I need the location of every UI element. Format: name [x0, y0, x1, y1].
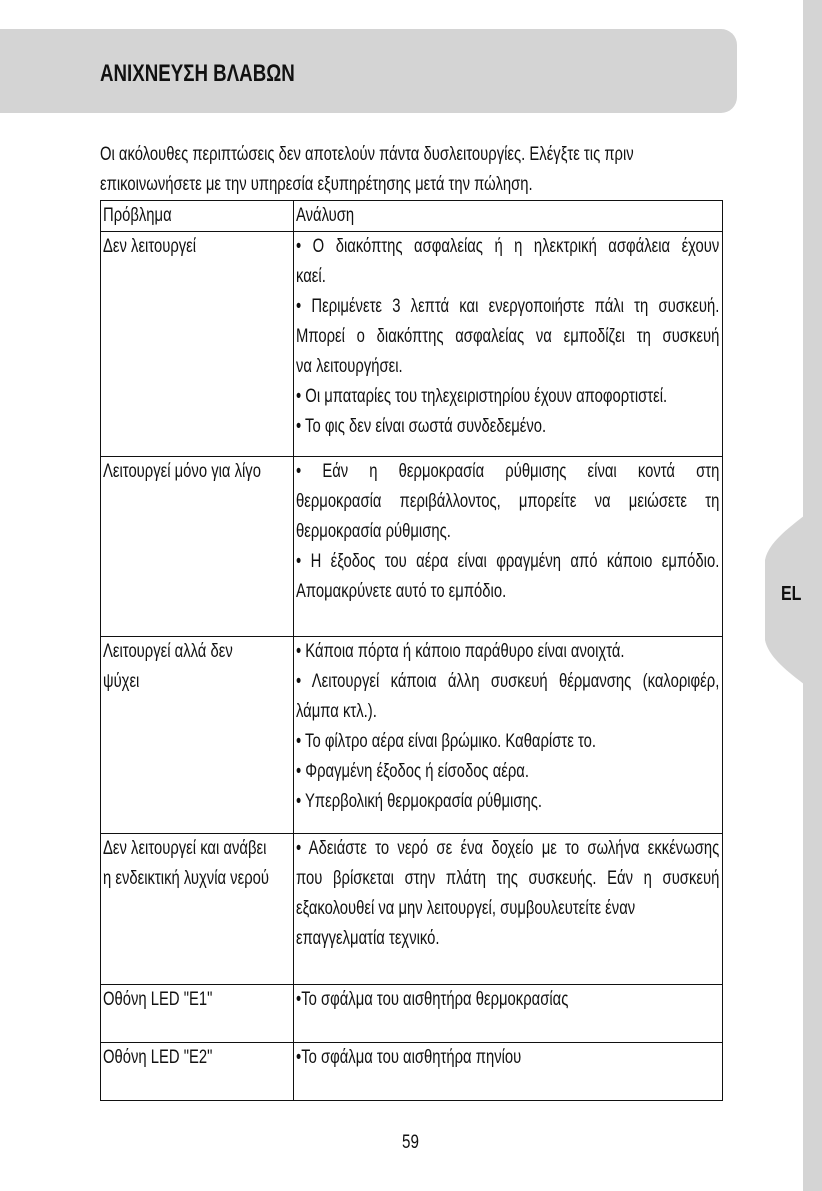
- analysis-cell: [294, 457, 723, 637]
- cell-line: •Το σφάλμα του αισθητήρα θερμοκρασίας: [296, 989, 569, 1010]
- problem-cell: [101, 637, 294, 834]
- intro-line: Οι ακόλουθες περιπτώσεις δεν αποτελούν πάντα δυσλειτουργίες. Ελέγξτε τις πριν: [100, 144, 634, 165]
- cell-line: που βρίσκεται στην πλάτη της συσκευής. Εάν η συσκευή: [296, 868, 720, 889]
- table-row: [101, 1043, 723, 1101]
- cell-line: • Το φις δεν είναι σωστά συνδεδεμένο.: [296, 416, 547, 437]
- problem-cell: [101, 834, 294, 985]
- table-row: [101, 985, 723, 1043]
- cell-line: • Οι μπαταρίες του τηλεχειριστηρίου έχουν αποφορτιστεί.: [296, 386, 668, 407]
- cell-line: • Περιμένετε 3 λεπτά και ενεργοποιήστε πάλι τη συσκευή.: [296, 296, 720, 317]
- page-number: 59: [402, 1132, 419, 1153]
- cell-line: • Φραγμένη έξοδος ή είσοδος αέρα.: [296, 761, 529, 782]
- table-row: [101, 834, 723, 985]
- cell-line: Πρόβλημα: [103, 205, 172, 226]
- table-row: [101, 637, 723, 834]
- troubleshooting-table: [100, 200, 723, 1101]
- language-tab-label: EL: [781, 583, 802, 605]
- cell-line: • Η έξοδος του αέρα είναι φραγμένη από κάποιο εμπόδιο.: [296, 551, 720, 572]
- analysis-cell: [294, 985, 723, 1043]
- cell-line: • Κάποια πόρτα ή κάποιο παράθυρο είναι ανοιχτά.: [296, 641, 625, 662]
- table-row: [101, 232, 723, 457]
- cell-line: Μπορεί ο διακόπτης ασφαλείας να εμποδίζει τη συσκευή: [296, 326, 720, 347]
- cell-line: επαγγελματία τεχνικό.: [296, 928, 440, 949]
- cell-line: • Λειτουργεί κάποια άλλη συσκευή θέρμανσης (καλοριφέρ,: [296, 671, 720, 692]
- page-title: ΑΝΙΧΝΕΥΣΗ ΒΛΑΒΩΝ: [100, 60, 295, 87]
- cell-line: Λειτουργεί αλλά δεν: [103, 641, 233, 662]
- table-row: [101, 457, 723, 637]
- analysis-cell: [294, 232, 723, 457]
- problem-cell: [101, 985, 294, 1043]
- analysis-cell: [294, 637, 723, 834]
- problem-cell: [101, 1043, 294, 1101]
- problem-cell: [101, 457, 294, 637]
- cell-line: εξακολουθεί να μην λειτουργεί, συμβουλευτείτε έναν: [296, 898, 636, 919]
- cell-line: ψύχει: [103, 671, 140, 692]
- header-analysis: [294, 201, 723, 232]
- intro-line: επικοινωνήσετε με την υπηρεσία εξυπηρέτησης μετά την πώληση.: [100, 174, 533, 195]
- intro-text: [100, 140, 693, 200]
- cell-line: λάμπα κτλ.).: [296, 701, 377, 722]
- cell-line: Δεν λειτουργεί: [103, 236, 197, 257]
- cell-line: •Το σφάλμα του αισθητήρα πηνίου: [296, 1047, 522, 1068]
- header-problem: [101, 201, 294, 232]
- cell-line: • Υπερβολική θερμοκρασία ρύθμισης.: [296, 791, 542, 812]
- cell-line: • Το φίλτρο αέρα είναι βρώμικο. Καθαρίστε το.: [296, 731, 596, 752]
- cell-line: • Ο διακόπτης ασφαλείας ή η ηλεκτρική ασφάλεια έχουν: [296, 236, 720, 257]
- cell-line: καεί.: [296, 266, 326, 287]
- analysis-cell: [294, 834, 723, 985]
- cell-line: Απομακρύνετε αυτό το εμπόδιο.: [296, 581, 507, 602]
- analysis-cell: [294, 1043, 723, 1101]
- cell-line: • Αδειάστε το νερό σε ένα δοχείο με το σωλήνα εκκένωσης: [296, 838, 720, 859]
- cell-line: θερμοκρασία περιβάλλοντος, μπορείτε να μειώσετε τη: [296, 491, 720, 512]
- problem-cell: [101, 232, 294, 457]
- cell-line: Δεν λειτουργεί και ανάβει: [103, 838, 267, 859]
- table-header-row: [101, 201, 723, 232]
- cell-line: Λειτουργεί μόνο για λίγο: [103, 461, 261, 482]
- cell-line: θερμοκρασία ρύθμισης.: [296, 521, 451, 542]
- cell-line: • Εάν η θερμοκρασία ρύθμισης είναι κοντά στη: [296, 461, 720, 482]
- cell-line: Ανάλυση: [296, 205, 355, 226]
- cell-line: Οθόνη LED "E1": [103, 989, 213, 1010]
- cell-line: η ενδεικτική λυχνία νερού: [103, 868, 269, 889]
- cell-line: Οθόνη LED "E2": [103, 1047, 213, 1068]
- cell-line: να λειτουργήσει.: [296, 356, 403, 377]
